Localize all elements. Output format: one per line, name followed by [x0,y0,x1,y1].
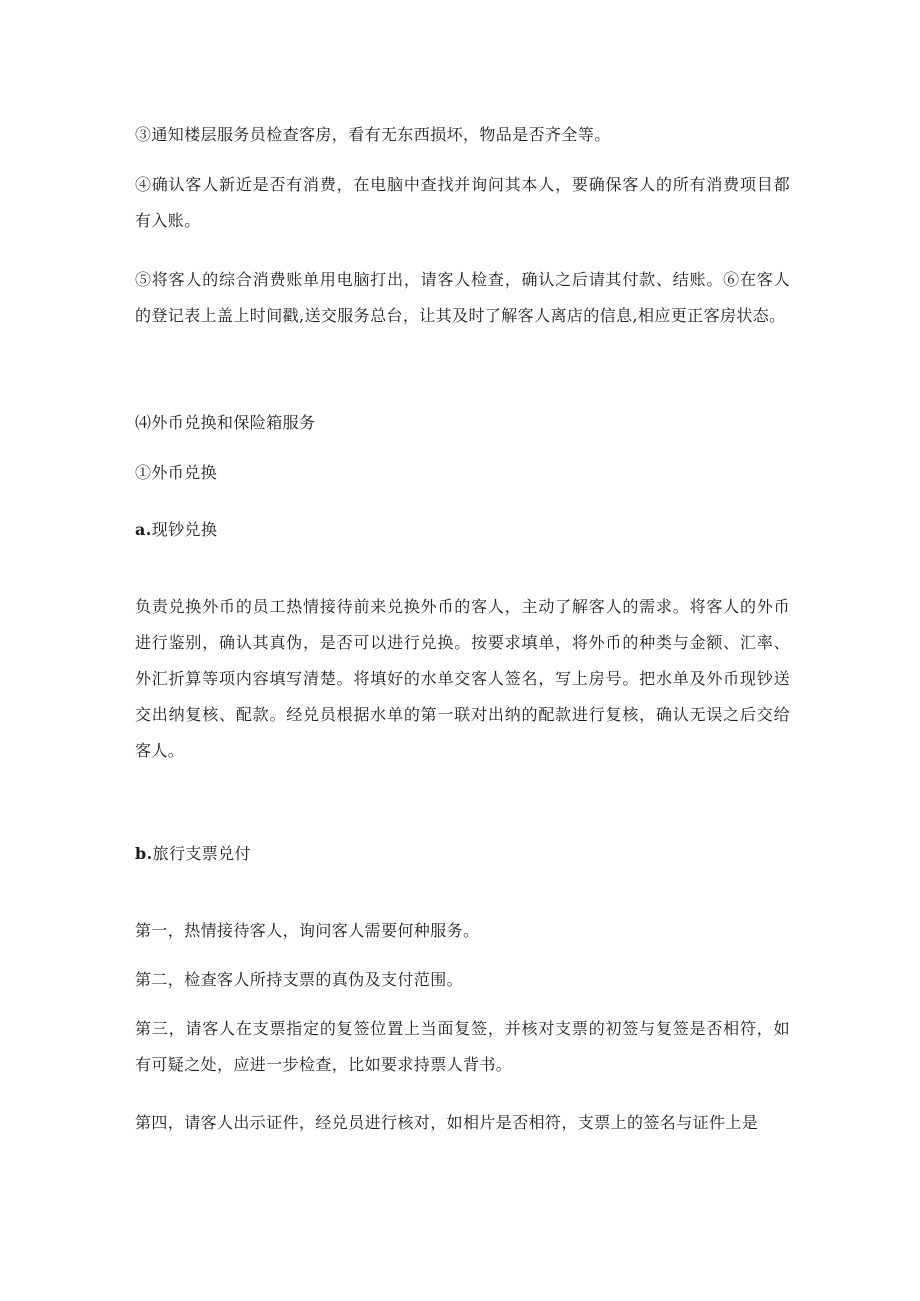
paragraph-exchange-procedure: 负责兑换外币的员工热情接待前来兑换外币的客人，主动了解客人的需求。将客人的外币进行鉴别，确认其真伪，是否可以进行兑换。按要求填单，将外币的种类与金额、汇率、外汇折算等项内容填写清楚。将填好的水单交客人签名，写上房号。把水单及外币现钞送交出纳复核、配款。经兑员根据水单的第一联对出纳的配款进行复核，确认无误之后交给客人。 [135,597,790,760]
paragraph-step-one: 第一，热情接待客人，询问客人需要何种服务。 [135,921,480,940]
paragraph-step-two: 第二，检查客人所持支票的真伪及支付范围。 [135,970,464,989]
heading-text: 旅行支票兑付 [152,844,251,863]
heading-text: 现钞兑换 [151,520,218,539]
heading-prefix: a. [135,520,152,539]
heading-prefix: b. [135,844,153,863]
paragraph-print-bill: ⑤将客人的综合消费账单用电脑打出，请客人检查，确认之后请其付款、结账。⑥在客人的登记表上盖上时间戳,送交服务总台，让其及时了解客人离店的信息,相应更正客房状态。 [135,270,790,325]
paragraph-notify-floor-staff: ③通知楼层服务员检查客房，看有无东西损坏，物品是否齐全等。 [135,125,611,144]
section-heading-currency-safe: ⑷外币兑换和保险箱服务 [135,413,316,432]
heading-cash-exchange [135,512,790,548]
heading-travelers-cheque [135,836,790,872]
paragraph-step-four: 第四，请客人出示证件，经兑员进行核对，如相片是否相符，支票上的签名与证件上是 [135,1113,759,1132]
paragraph-confirm-consumption: ④确认客人新近是否有消费，在电脑中查找并询问其本人，要确保客人的所有消费项目都有入账。 [135,175,790,230]
subsection-heading-currency-exchange: ①外币兑换 [135,463,218,482]
paragraph-step-three: 第三，请客人在支票指定的复签位置上当面复签，并核对支票的初签与复签是否相符，如有可疑之处，应进一步检查，比如要求持票人背书。 [135,1019,790,1074]
